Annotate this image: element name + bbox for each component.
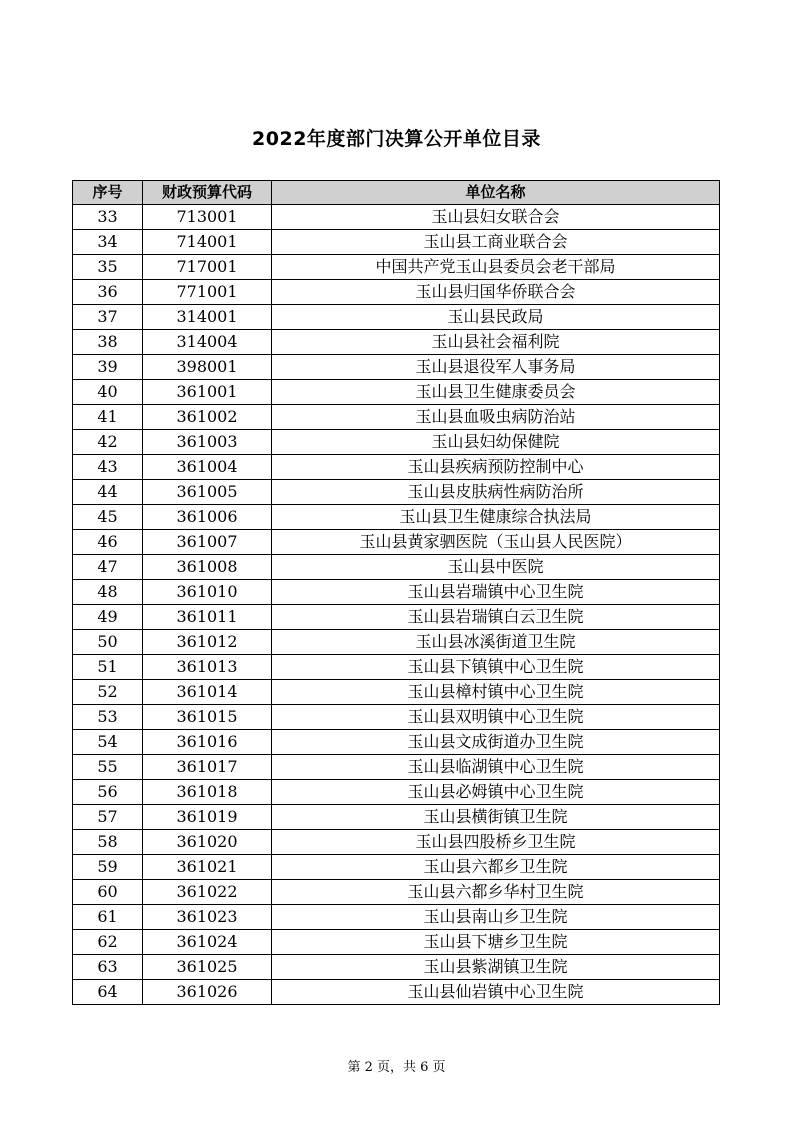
cell-unit-name: 玉山县双明镇中心卫生院 [272,705,720,730]
table-row [73,905,720,930]
table-row [73,655,720,680]
cell-index: 53 [73,705,143,730]
cell-budget-code: 361024 [143,930,272,955]
cell-index: 43 [73,455,143,480]
cell-budget-code: 361016 [143,730,272,755]
cell-index: 37 [73,305,143,330]
table-row [73,330,720,355]
cell-index: 55 [73,755,143,780]
table-row [73,605,720,630]
cell-budget-code: 314001 [143,305,272,330]
cell-unit-name: 玉山县樟村镇中心卫生院 [272,680,720,705]
cell-unit-name: 玉山县民政局 [272,305,720,330]
cell-unit-name: 玉山县妇女联合会 [272,205,720,230]
table-row [73,980,720,1005]
cell-index: 56 [73,780,143,805]
cell-budget-code: 361018 [143,780,272,805]
cell-index: 42 [73,430,143,455]
cell-unit-name: 玉山县卫生健康委员会 [272,380,720,405]
cell-unit-name: 玉山县文成街道办卫生院 [272,730,720,755]
table-row [73,855,720,880]
column-header-unit-name: 单位名称 [272,181,720,205]
cell-budget-code: 361020 [143,830,272,855]
table-row [73,880,720,905]
cell-unit-name: 玉山县仙岩镇中心卫生院 [272,980,720,1005]
cell-budget-code: 361015 [143,705,272,730]
cell-unit-name: 玉山县横街镇卫生院 [272,805,720,830]
cell-budget-code: 771001 [143,280,272,305]
cell-index: 38 [73,330,143,355]
cell-index: 44 [73,480,143,505]
column-header-index: 序号 [73,181,143,205]
cell-unit-name: 玉山县岩瑞镇白云卫生院 [272,605,720,630]
cell-unit-name: 玉山县工商业联合会 [272,230,720,255]
cell-unit-name: 玉山县黄家驷医院（玉山县人民医院） [272,530,720,555]
table-row [73,705,720,730]
cell-budget-code: 361006 [143,505,272,530]
table-row [73,430,720,455]
cell-budget-code: 361010 [143,580,272,605]
cell-budget-code: 717001 [143,255,272,280]
cell-unit-name: 玉山县临湖镇中心卫生院 [272,755,720,780]
cell-index: 36 [73,280,143,305]
cell-index: 54 [73,730,143,755]
cell-unit-name: 玉山县退役军人事务局 [272,355,720,380]
unit-directory-table [72,180,720,1005]
table-row [73,205,720,230]
cell-unit-name: 玉山县六都乡华村卫生院 [272,880,720,905]
table-row [73,305,720,330]
table-row [73,555,720,580]
cell-index: 64 [73,980,143,1005]
cell-unit-name: 玉山县疾病预防控制中心 [272,455,720,480]
table-header-row [73,181,720,205]
cell-budget-code: 361021 [143,855,272,880]
cell-budget-code: 361007 [143,530,272,555]
cell-budget-code: 361005 [143,480,272,505]
table-row [73,230,720,255]
cell-unit-name: 玉山县归国华侨联合会 [272,280,720,305]
cell-unit-name: 玉山县皮肤病性病防治所 [272,480,720,505]
cell-budget-code: 361014 [143,680,272,705]
cell-index: 63 [73,955,143,980]
cell-budget-code: 361019 [143,805,272,830]
table-row [73,680,720,705]
column-header-budget-code: 财政预算代码 [143,181,272,205]
cell-index: 51 [73,655,143,680]
table-row [73,805,720,830]
cell-budget-code: 361008 [143,555,272,580]
cell-unit-name: 玉山县南山乡卫生院 [272,905,720,930]
table-row [73,580,720,605]
table-row [73,630,720,655]
cell-index: 45 [73,505,143,530]
cell-unit-name: 玉山县紫湖镇卫生院 [272,955,720,980]
cell-index: 49 [73,605,143,630]
cell-budget-code: 361017 [143,755,272,780]
cell-index: 48 [73,580,143,605]
cell-budget-code: 361023 [143,905,272,930]
page-title: 2022年度部门决算公开单位目录 [252,128,541,150]
table-row [73,755,720,780]
cell-index: 34 [73,230,143,255]
table-row [73,530,720,555]
cell-index: 35 [73,255,143,280]
table-row [73,730,720,755]
cell-index: 39 [73,355,143,380]
cell-budget-code: 361026 [143,980,272,1005]
table-row [73,830,720,855]
table-row [73,355,720,380]
cell-index: 47 [73,555,143,580]
cell-unit-name: 玉山县岩瑞镇中心卫生院 [272,580,720,605]
table-row [73,955,720,980]
cell-unit-name: 玉山县社会福利院 [272,330,720,355]
cell-budget-code: 361011 [143,605,272,630]
table-row [73,255,720,280]
cell-unit-name: 玉山县四股桥乡卫生院 [272,830,720,855]
table-row [73,455,720,480]
page-footer: 第 2 页，共 6 页 [347,1060,446,1075]
cell-unit-name: 玉山县妇幼保健院 [272,430,720,455]
table-row [73,930,720,955]
cell-unit-name: 玉山县中医院 [272,555,720,580]
table-row [73,405,720,430]
table-row [73,380,720,405]
cell-unit-name: 玉山县必姆镇中心卫生院 [272,780,720,805]
table-row [73,480,720,505]
cell-unit-name: 玉山县冰溪街道卫生院 [272,630,720,655]
cell-unit-name: 玉山县血吸虫病防治站 [272,405,720,430]
cell-index: 59 [73,855,143,880]
cell-index: 57 [73,805,143,830]
cell-index: 40 [73,380,143,405]
cell-budget-code: 361025 [143,955,272,980]
cell-unit-name: 玉山县下镇镇中心卫生院 [272,655,720,680]
cell-budget-code: 361001 [143,380,272,405]
cell-index: 62 [73,930,143,955]
cell-unit-name: 玉山县六都乡卫生院 [272,855,720,880]
cell-index: 46 [73,530,143,555]
cell-budget-code: 361012 [143,630,272,655]
cell-budget-code: 398001 [143,355,272,380]
cell-budget-code: 361002 [143,405,272,430]
cell-index: 60 [73,880,143,905]
table-row [73,280,720,305]
cell-index: 41 [73,405,143,430]
cell-index: 50 [73,630,143,655]
cell-index: 58 [73,830,143,855]
cell-budget-code: 361013 [143,655,272,680]
cell-index: 61 [73,905,143,930]
cell-budget-code: 714001 [143,230,272,255]
cell-budget-code: 713001 [143,205,272,230]
cell-budget-code: 361022 [143,880,272,905]
cell-unit-name: 玉山县下塘乡卫生院 [272,930,720,955]
cell-budget-code: 361003 [143,430,272,455]
table-row [73,505,720,530]
cell-budget-code: 361004 [143,455,272,480]
cell-index: 33 [73,205,143,230]
cell-index: 52 [73,680,143,705]
cell-unit-name: 中国共产党玉山县委员会老干部局 [272,255,720,280]
cell-unit-name: 玉山县卫生健康综合执法局 [272,505,720,530]
table-row [73,780,720,805]
cell-budget-code: 314004 [143,330,272,355]
